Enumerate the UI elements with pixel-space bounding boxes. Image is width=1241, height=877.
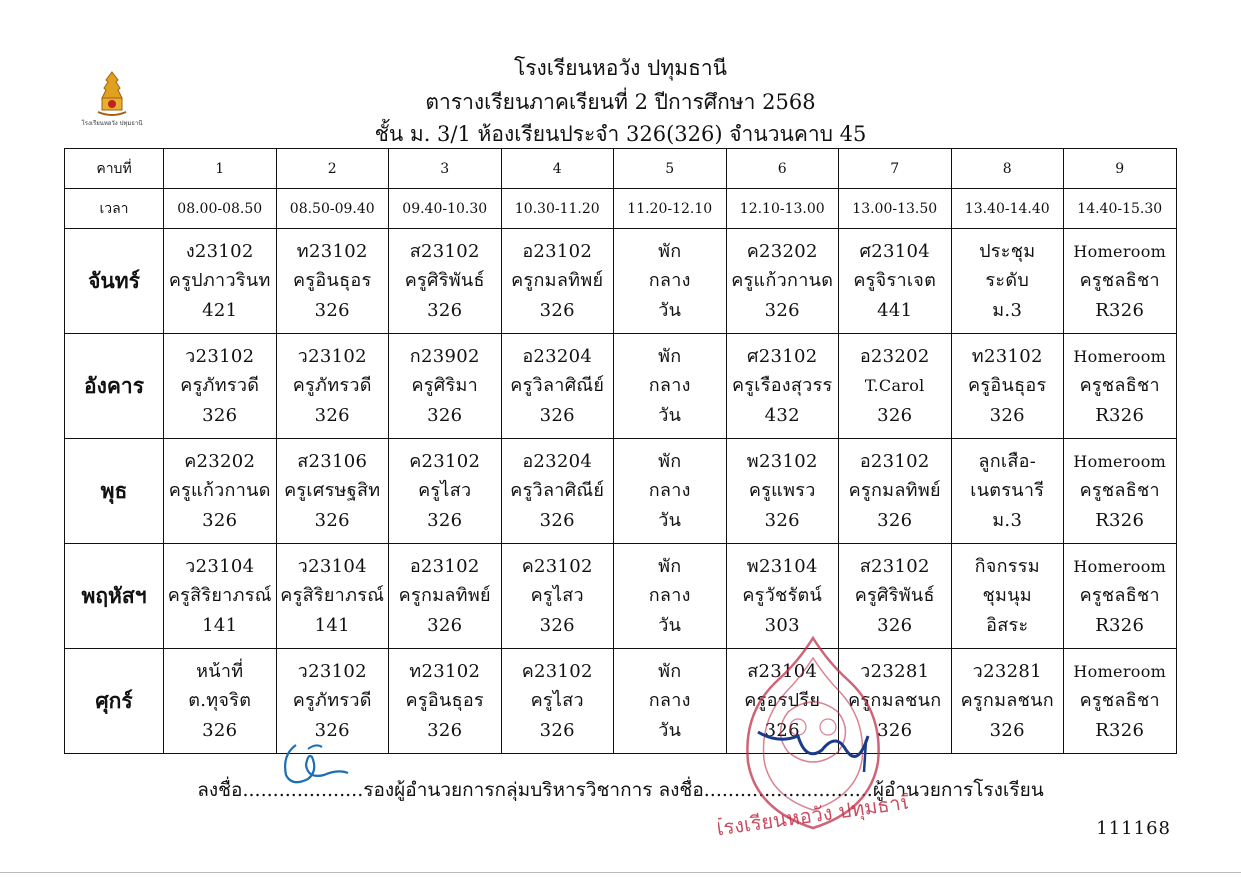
period-number: 6 bbox=[726, 149, 839, 189]
period-time: 13.40-14.40 bbox=[951, 189, 1064, 229]
room-number: 326 bbox=[427, 299, 463, 321]
subject-code: อ23102 bbox=[409, 555, 480, 577]
room-number: 421 bbox=[202, 299, 238, 321]
room-number: ม.3 bbox=[992, 509, 1023, 531]
page-edge bbox=[0, 872, 1241, 873]
class-cell bbox=[164, 544, 277, 649]
class-cell bbox=[839, 334, 952, 439]
teacher-name: ครูไสว bbox=[530, 690, 584, 712]
subject-code: ท23102 bbox=[409, 660, 481, 682]
room-number: วัน bbox=[658, 299, 682, 321]
teacher-name: ครูสิริยาภรณ์ bbox=[280, 585, 385, 607]
room-number: วัน bbox=[658, 509, 682, 531]
subject-code: หน้าที่ bbox=[196, 660, 244, 682]
day-row bbox=[65, 334, 1177, 439]
period-time: 12.10-13.00 bbox=[726, 189, 839, 229]
class-cell bbox=[276, 544, 389, 649]
teacher-name: ครูสิริยาภรณ์ bbox=[167, 585, 272, 607]
teacher-name: ครูไสว bbox=[530, 585, 584, 607]
teacher-name: ต.ทุจริต bbox=[188, 690, 252, 712]
teacher-name: ครูภัทรวดี bbox=[292, 690, 372, 712]
class-cell bbox=[951, 649, 1064, 754]
subject-code: ว23281 bbox=[972, 660, 1042, 682]
teacher-name: ครูอินธุอร bbox=[293, 270, 372, 292]
subject-code: Homeroom bbox=[1073, 556, 1167, 576]
class-cell bbox=[501, 334, 614, 439]
room-number: 326 bbox=[202, 509, 238, 531]
period-number: 9 bbox=[1064, 149, 1177, 189]
period-time: 08.50-09.40 bbox=[276, 189, 389, 229]
teacher-name: ครูจิราเจต bbox=[853, 270, 937, 292]
subject-code: พัก bbox=[658, 555, 682, 577]
room-number: 326 bbox=[314, 299, 350, 321]
class-cell bbox=[276, 439, 389, 544]
subject-code: อ23204 bbox=[522, 450, 593, 472]
teacher-name: ครูกมลทิพย์ bbox=[398, 585, 491, 607]
period-label: คาบที่ bbox=[65, 149, 164, 189]
room-number: R326 bbox=[1095, 719, 1145, 741]
teacher-name: ครูศิริพันธ์ bbox=[404, 270, 485, 292]
class-cell bbox=[614, 544, 727, 649]
teacher-name: เนตรนารี bbox=[970, 480, 1045, 502]
room-number: R326 bbox=[1095, 404, 1145, 426]
subject-code: Homeroom bbox=[1073, 661, 1167, 681]
subject-code: พัก bbox=[658, 240, 682, 262]
teacher-name: ระดับ bbox=[985, 270, 1030, 292]
subject-code: ค23202 bbox=[184, 450, 256, 472]
svg-text:โรงเรียนหอวัง ปทุมธานี: โรงเรียนหอวัง ปทุมธานี bbox=[81, 120, 143, 127]
class-cell bbox=[614, 649, 727, 754]
room-number: 326 bbox=[539, 719, 575, 741]
subject-code: อ23204 bbox=[522, 345, 593, 367]
subject-code: พัก bbox=[658, 660, 682, 682]
day-name: พุธ bbox=[65, 439, 164, 544]
period-time: 14.40-15.30 bbox=[1064, 189, 1177, 229]
teacher-name: ครูศิริพันธ์ bbox=[854, 585, 935, 607]
teacher-name: ครูชลธิชา bbox=[1079, 480, 1160, 502]
class-cell bbox=[839, 229, 952, 334]
period-number: 7 bbox=[839, 149, 952, 189]
class-cell bbox=[726, 439, 839, 544]
period-time: 09.40-10.30 bbox=[389, 189, 502, 229]
subject-code: ว23104 bbox=[297, 555, 367, 577]
time-row bbox=[65, 189, 1177, 229]
class-cell bbox=[951, 229, 1064, 334]
day-name: จันทร์ bbox=[65, 229, 164, 334]
room-number: 326 bbox=[989, 719, 1025, 741]
room-number: 326 bbox=[202, 719, 238, 741]
room-number: R326 bbox=[1095, 299, 1145, 321]
room-number: 303 bbox=[764, 614, 800, 636]
subject-code: ค23102 bbox=[409, 450, 481, 472]
subject-code: ประชุม bbox=[979, 240, 1036, 262]
period-row bbox=[65, 149, 1177, 189]
room-number: 326 bbox=[877, 614, 913, 636]
class-cell bbox=[1064, 544, 1177, 649]
class-cell bbox=[389, 334, 502, 439]
room-number: 326 bbox=[764, 719, 800, 741]
subject-code: ว23102 bbox=[185, 345, 255, 367]
day-name: ศุกร์ bbox=[65, 649, 164, 754]
class-cell bbox=[501, 544, 614, 649]
room-number: 326 bbox=[427, 509, 463, 531]
subject-code: ว23102 bbox=[297, 660, 367, 682]
subject-code: ส23104 bbox=[747, 660, 818, 682]
room-number: 326 bbox=[314, 404, 350, 426]
subject-code: ค23102 bbox=[521, 660, 593, 682]
period-number: 1 bbox=[164, 149, 277, 189]
class-cell bbox=[164, 649, 277, 754]
room-number: 326 bbox=[877, 509, 913, 531]
teacher-name: ครูแก้วกานด bbox=[168, 480, 271, 502]
room-number: 441 bbox=[877, 299, 913, 321]
class-cell bbox=[726, 334, 839, 439]
class-cell bbox=[501, 439, 614, 544]
room-number: 141 bbox=[202, 614, 238, 636]
period-time: 08.00-08.50 bbox=[164, 189, 277, 229]
room-number: 432 bbox=[764, 404, 800, 426]
room-number: 141 bbox=[314, 614, 350, 636]
teacher-name: ครูอรปรีย bbox=[744, 690, 821, 712]
day-row bbox=[65, 229, 1177, 334]
period-number: 4 bbox=[501, 149, 614, 189]
class-cell bbox=[951, 439, 1064, 544]
teacher-name: ครูแก้วกานด bbox=[731, 270, 834, 292]
room-number: 326 bbox=[539, 299, 575, 321]
subject-code: ท23102 bbox=[296, 240, 368, 262]
teacher-name: ครูภัทรวดี bbox=[180, 375, 260, 397]
day-row bbox=[65, 649, 1177, 754]
room-number: 326 bbox=[989, 404, 1025, 426]
teacher-name: ครูชลธิชา bbox=[1079, 585, 1160, 607]
room-number: 326 bbox=[427, 404, 463, 426]
subject-code: พ23102 bbox=[746, 450, 818, 472]
class-cell bbox=[389, 544, 502, 649]
subject-code: พัก bbox=[658, 450, 682, 472]
time-label: เวลา bbox=[65, 189, 164, 229]
teacher-name: ครูเศรษฐสิท bbox=[284, 480, 381, 502]
class-cell bbox=[1064, 649, 1177, 754]
day-name: พฤหัสฯ bbox=[65, 544, 164, 649]
subject-code: Homeroom bbox=[1073, 241, 1167, 261]
room-number: 326 bbox=[202, 404, 238, 426]
subject-code: ว23281 bbox=[860, 660, 930, 682]
room-number: 326 bbox=[539, 404, 575, 426]
teacher-name: T.Carol bbox=[864, 376, 925, 396]
period-time: 13.00-13.50 bbox=[839, 189, 952, 229]
room-number: 326 bbox=[877, 404, 913, 426]
class-cell bbox=[501, 229, 614, 334]
room-number: 326 bbox=[764, 509, 800, 531]
class-cell bbox=[726, 229, 839, 334]
subject-code: Homeroom bbox=[1073, 451, 1167, 471]
room-number: 326 bbox=[539, 614, 575, 636]
term-title: ตารางเรียนภาคเรียนที่ 2 ปีการศึกษา 2568 bbox=[425, 90, 816, 114]
room-number: อิสระ bbox=[986, 614, 1029, 636]
class-cell bbox=[164, 229, 277, 334]
class-cell bbox=[389, 229, 502, 334]
day-row bbox=[65, 544, 1177, 649]
subject-code: ศ23102 bbox=[747, 345, 818, 367]
subject-code: กิจกรรม bbox=[974, 555, 1040, 577]
class-cell bbox=[614, 229, 727, 334]
teacher-name: ครูกมลทิพย์ bbox=[511, 270, 604, 292]
period-number: 5 bbox=[614, 149, 727, 189]
class-cell bbox=[276, 229, 389, 334]
class-cell bbox=[951, 334, 1064, 439]
day-name: อังคาร bbox=[65, 334, 164, 439]
teacher-name: กลาง bbox=[648, 585, 691, 607]
room-number: 326 bbox=[877, 719, 913, 741]
teacher-name: ครูกมลชนก bbox=[960, 690, 1054, 712]
school-seal-stamp-icon bbox=[718, 632, 908, 842]
document-code: 111168 bbox=[1096, 818, 1171, 839]
room-number: วัน bbox=[658, 719, 682, 741]
teacher-name: ครูแพรว bbox=[748, 480, 816, 502]
teacher-name: ครูกมลทิพย์ bbox=[848, 480, 941, 502]
subject-code: ส23106 bbox=[297, 450, 368, 472]
subject-code: ว23104 bbox=[185, 555, 255, 577]
room-number: 326 bbox=[314, 509, 350, 531]
subject-code: ค23202 bbox=[746, 240, 818, 262]
class-cell bbox=[839, 439, 952, 544]
teacher-name: กลาง bbox=[648, 270, 691, 292]
class-cell bbox=[501, 649, 614, 754]
period-time: 10.30-11.20 bbox=[501, 189, 614, 229]
room-number: R326 bbox=[1095, 509, 1145, 531]
teacher-name: ครูวิลาศิณีย์ bbox=[510, 375, 605, 397]
teacher-name: ครูภัทรวดี bbox=[292, 375, 372, 397]
class-cell bbox=[614, 439, 727, 544]
class-cell bbox=[1064, 334, 1177, 439]
class-cell bbox=[389, 649, 502, 754]
room-number: 326 bbox=[539, 509, 575, 531]
teacher-name: ครูอินธุอร bbox=[405, 690, 484, 712]
subject-code: ส23102 bbox=[409, 240, 480, 262]
teacher-name: ครูเรืองสุวรร bbox=[731, 375, 833, 397]
room-number: ม.3 bbox=[992, 299, 1023, 321]
teacher-name: ครูอินธุอร bbox=[968, 375, 1047, 397]
room-number: 326 bbox=[314, 719, 350, 741]
class-info: ชั้น ม. 3/1 ห้องเรียนประจำ 326(326) จำนวนคาบ 45 bbox=[374, 122, 867, 146]
teacher-name: ครูชลธิชา bbox=[1079, 375, 1160, 397]
subject-code: ศ23104 bbox=[859, 240, 930, 262]
period-number: 3 bbox=[389, 149, 502, 189]
room-number: R326 bbox=[1095, 614, 1145, 636]
class-cell bbox=[164, 439, 277, 544]
seal-text: โรงเรียนหอวัง ปทุมธานี bbox=[718, 788, 908, 841]
school-name: โรงเรียนหอวัง ปทุมธานี bbox=[513, 56, 728, 80]
subject-code: อ23202 bbox=[859, 345, 930, 367]
teacher-name: ชุมนุม bbox=[982, 585, 1032, 607]
subject-code: ว23102 bbox=[297, 345, 367, 367]
room-number: 326 bbox=[427, 614, 463, 636]
handwritten-signature bbox=[278, 735, 358, 795]
room-number: 326 bbox=[764, 299, 800, 321]
subject-code: ส23102 bbox=[859, 555, 930, 577]
subject-code: ท23102 bbox=[971, 345, 1043, 367]
room-number: 326 bbox=[427, 719, 463, 741]
class-cell bbox=[1064, 229, 1177, 334]
subject-code: ก23902 bbox=[409, 345, 480, 367]
room-number: วัน bbox=[658, 404, 682, 426]
teacher-name: ครูชลธิชา bbox=[1079, 690, 1160, 712]
teacher-name: ครูวิลาศิณีย์ bbox=[510, 480, 605, 502]
subject-code: Homeroom bbox=[1073, 346, 1167, 366]
subject-code: ง23102 bbox=[185, 240, 254, 262]
class-cell bbox=[389, 439, 502, 544]
teacher-name: ครูกมลชนก bbox=[848, 690, 942, 712]
subject-code: อ23102 bbox=[522, 240, 593, 262]
class-cell bbox=[1064, 439, 1177, 544]
teacher-name: กลาง bbox=[648, 375, 691, 397]
period-number: 8 bbox=[951, 149, 1064, 189]
class-cell bbox=[614, 334, 727, 439]
room-number: วัน bbox=[658, 614, 682, 636]
subject-code: ลูกเสือ- bbox=[978, 450, 1037, 472]
subject-code: พัก bbox=[658, 345, 682, 367]
teacher-name: ครูวัชรัตน์ bbox=[742, 585, 823, 607]
class-cell bbox=[164, 334, 277, 439]
period-number: 2 bbox=[276, 149, 389, 189]
subject-code: ค23102 bbox=[521, 555, 593, 577]
class-cell bbox=[951, 544, 1064, 649]
teacher-name: ครูไสว bbox=[418, 480, 472, 502]
signature-line: ลงชื่อ....................รองผู้อำนวยการกลุ่มบริหารวิชาการ ลงชื่อ............................ผู้อำนวยการโรงเรียน bbox=[197, 779, 1044, 801]
subject-code: อ23102 bbox=[859, 450, 930, 472]
teacher-name: ครูศิริมา bbox=[411, 375, 479, 397]
period-time: 11.20-12.10 bbox=[614, 189, 727, 229]
teacher-name: กลาง bbox=[648, 690, 691, 712]
teacher-name: กลาง bbox=[648, 480, 691, 502]
teacher-name: ครูชลธิชา bbox=[1079, 270, 1160, 292]
subject-code: พ23104 bbox=[746, 555, 818, 577]
day-row bbox=[65, 439, 1177, 544]
class-cell bbox=[276, 334, 389, 439]
timetable bbox=[64, 148, 1177, 754]
teacher-name: ครูปภาวรินท bbox=[168, 270, 271, 292]
